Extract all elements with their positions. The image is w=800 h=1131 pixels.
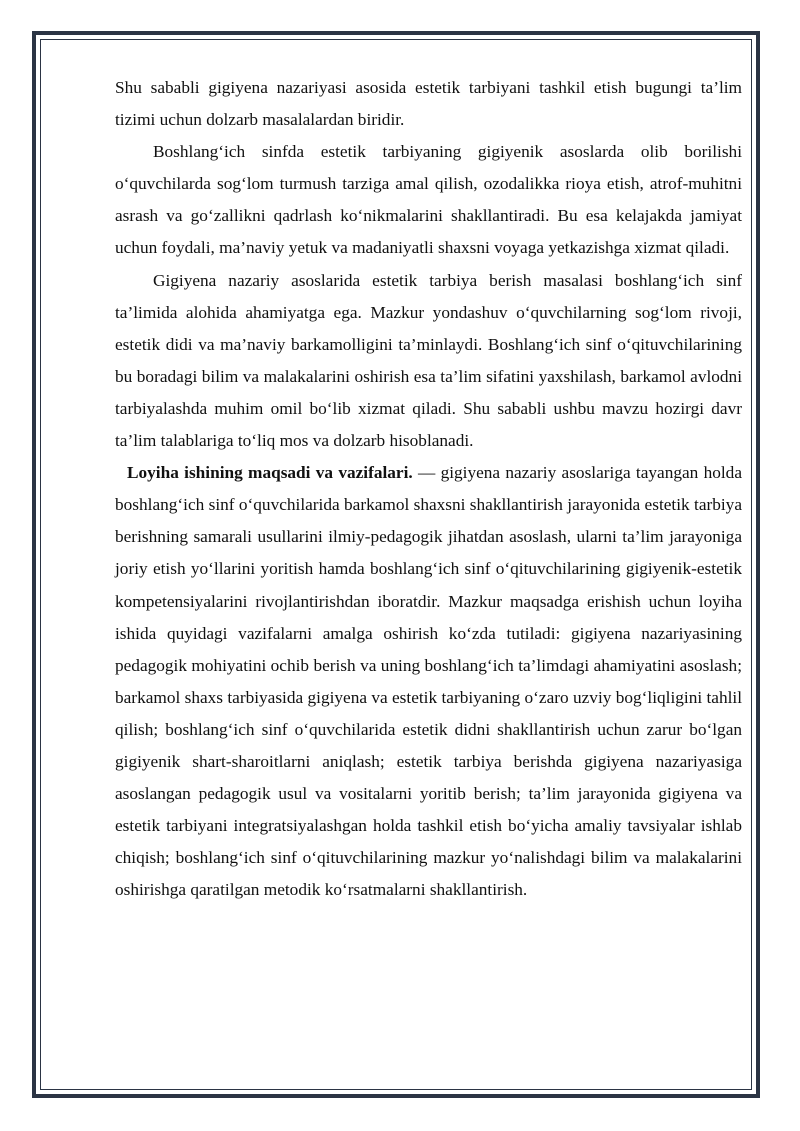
paragraph-intro: Shu sababli gigiyena nazariyasi asosida estetik tarbiyani tashkil etish bugungi ta’lim tizimi uchun dolzarb masalalardan biridir. — [115, 78, 742, 130]
paragraph-aesthetic-hygiene: Boshlang‘ich sinfda estetik tarbiyaning gigiyenik asoslarda olib borilishi o‘quvchilarda sog‘lom turmush tarziga amal qilish, ozodalikka rioya etish, atrof-muhitni asrash va go‘zallikni qadrlash ko‘nikmalarini shakllantiradi. Bu esa kelajakda jamiyat uchun foydali, ma’naviy yetuk va madaniyatli shaxsni voyaga yetkazishga xizmat qiladi. — [115, 142, 742, 258]
paragraph-goals-text: — gigiyena nazariy asoslariga tayangan holda boshlang‘ich sinf o‘quvchilarida barkamol shaxsni shakllantirish jarayonida estetik tarbiya berishning samarali usullarini ilmiy-pedagogik jihatdan asoslash, ularni ta’lim jarayoniga joriy etish yo‘llarini yoritish hamda boshlang‘ich sinf o‘qituvchilarining gigiyenik-estetik kompetensiyalarini rivojlantirishdan iboratdir. Mazkur maqsadga erishish uchun loyiha ishida quyidagi vazifalarni amalga oshirish ko‘zda tutiladi: gigiyena nazariyasining pedagogik mohiyatini ochib berish va uning boshlang‘ich ta’limdagi ahamiyatini asoslash; barkamol shaxs tarbiyasida gigiyena va estetik tarbiyaning o‘zaro uzviy bog‘liqligini tahlil qilish; boshlang‘ich sinf o‘quvchilarida estetik didni shakllantirish uchun zarur bo‘lgan gigiyenik shart-sharoitlarni aniqlash; estetik tarbiya berishda gigiyena nazariyasiga asoslangan pedagogik usul va vositalarni yoritib berish; ta’lim jarayonida gigiyena va estetik tarbiyani integratsiyalashgan holda tashkil etish bo‘yicha amaliy tavsiyalar ishlab chiqish; boshlang‘ich sinf o‘qituvchilarining mazkur yo‘nalishdagi bilim va malakalarini oshirishga qaratilgan metodik ko‘rsatmalarni shakllantirish. — [115, 463, 742, 900]
paragraph-theory-importance: Gigiyena nazariy asoslarida estetik tarbiya berish masalasi boshlang‘ich sinf ta’limida alohida ahamiyatga ega. Mazkur yondashuv o‘quvchilarning sog‘lom rivoji, estetik didi va ma’naviy barkamolligini ta’minlaydi. Boshlang‘ich sinf o‘qituvchilarining bu boradagi bilim va malakalarini oshirish esa ta’lim sifatini yaxshilash, barkamol avlodni tarbiyalashda muhim omil bo‘lib xizmat qiladi. Shu sababli ushbu mavzu hozirgi davr ta’lim talablariga to‘liq mos va dolzarb hisoblanadi. — [115, 270, 742, 451]
section-heading-goals: Loyiha ishining maqsadi va vazifalari. — [127, 463, 413, 483]
paragraph-goals-tasks — [115, 457, 742, 906]
document-body — [115, 72, 742, 906]
